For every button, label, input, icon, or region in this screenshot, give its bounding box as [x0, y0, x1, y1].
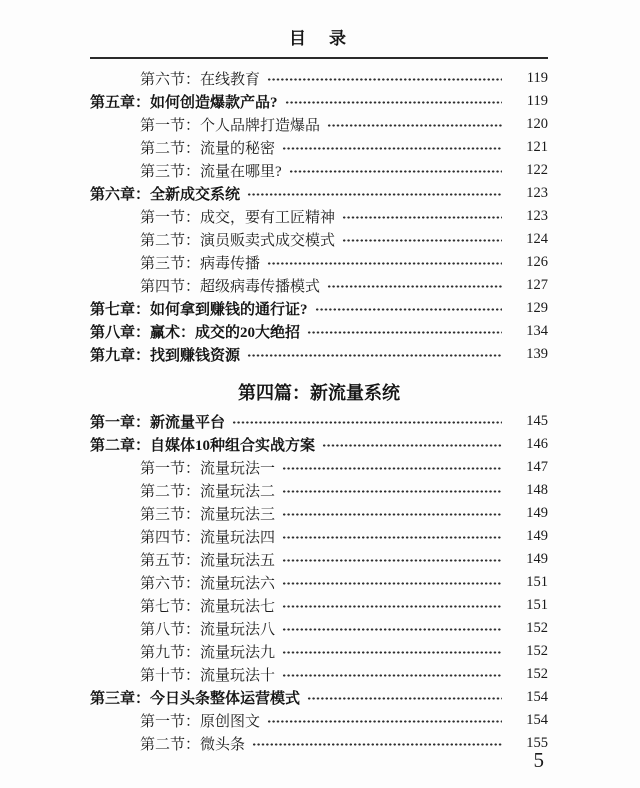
toc-entry — [90, 113, 548, 136]
dot-leader — [327, 124, 502, 127]
toc-entry-title: 第五节：流量玩法五 — [140, 553, 276, 569]
toc-entry-title: 第七章：如何拿到赚钱的通行证? — [90, 302, 308, 318]
toc-entry-title: 第一节：原创图文 — [140, 714, 261, 730]
dot-leader — [307, 697, 502, 700]
dot-leader — [307, 331, 502, 334]
dot-leader — [322, 444, 502, 447]
toc-entry — [90, 159, 548, 182]
toc-entry-page: 122 — [526, 162, 548, 178]
toc-entry — [90, 548, 548, 571]
dot-leader — [247, 354, 502, 357]
toc-entry-title: 第三节：流量玩法三 — [140, 507, 276, 523]
toc-entry-title: 第一节：个人品牌打造爆品 — [140, 118, 321, 134]
toc-entry-title: 第九节：流量玩法九 — [140, 645, 276, 661]
toc-entry-title: 第四节：流量玩法四 — [140, 530, 276, 546]
dot-leader — [282, 651, 502, 654]
toc-entry-title: 第一节：成交，要有工匠精神 — [140, 210, 336, 226]
dot-leader — [327, 285, 502, 288]
toc-entry-page: 146 — [526, 436, 548, 452]
toc-entry — [90, 182, 548, 205]
toc-entry — [90, 732, 548, 755]
dot-leader — [315, 308, 502, 311]
dot-leader — [267, 262, 502, 265]
toc-entry — [90, 502, 548, 525]
dot-leader — [252, 743, 502, 746]
dot-leader — [342, 216, 502, 219]
toc-entry-page: 152 — [526, 643, 548, 659]
toc-entry-page: 129 — [526, 300, 548, 316]
toc-entry-title: 第二节：流量的秘密 — [140, 141, 276, 157]
toc-entry-page: 148 — [526, 482, 548, 498]
toc-entry-page: 155 — [526, 735, 548, 751]
dot-leader — [282, 605, 502, 608]
toc-entry-page: 120 — [526, 116, 548, 132]
toc-entry — [90, 136, 548, 159]
toc-entry-page: 154 — [526, 712, 548, 728]
toc-entry-title: 第三章：今日头条整体运营模式 — [90, 691, 301, 707]
toc-entry-page: 152 — [526, 620, 548, 636]
toc-entry-page: 149 — [526, 505, 548, 521]
dot-leader — [342, 239, 502, 242]
toc-entry-title: 第二节：流量玩法二 — [140, 484, 276, 500]
toc-entry-title: 第十节：流量玩法十 — [140, 668, 276, 684]
part-heading: 第四篇：新流量系统 — [238, 383, 400, 403]
toc-entry-title: 第二节：微头条 — [140, 737, 246, 753]
toc-entry — [90, 663, 548, 686]
toc-entry-page: 123 — [526, 185, 548, 201]
toc-entry-page: 123 — [526, 208, 548, 224]
toc-entry — [90, 410, 548, 433]
toc-entry-title: 第二节：演员贩卖式成交模式 — [140, 233, 336, 249]
toc-entry-title: 第三节：病毒传播 — [140, 256, 261, 272]
toc-entry-page: 119 — [526, 70, 548, 86]
toc-entry-title: 第五章：如何创造爆款产品? — [90, 95, 278, 111]
toc-entry — [90, 525, 548, 548]
toc-list — [90, 67, 548, 755]
toc-entry-page: 147 — [526, 459, 548, 475]
dot-leader — [232, 421, 502, 424]
page-title: 目 录 — [90, 24, 548, 59]
toc-entry — [90, 205, 548, 228]
dot-leader — [282, 467, 502, 470]
dot-leader — [282, 674, 502, 677]
dot-leader — [247, 193, 502, 196]
toc-entry — [90, 617, 548, 640]
toc-entry-page: 124 — [526, 231, 548, 247]
toc-entry — [90, 251, 548, 274]
toc-entry-title: 第四节：超级病毒传播模式 — [140, 279, 321, 295]
toc-entry — [90, 297, 548, 320]
dot-leader — [282, 559, 502, 562]
toc-entry-page: 145 — [526, 413, 548, 429]
toc-entry — [90, 320, 548, 343]
toc-entry-title: 第八章：赢术：成交的20大绝招 — [90, 325, 301, 341]
toc-entry — [90, 640, 548, 663]
toc-entry — [90, 67, 548, 90]
toc-entry — [90, 274, 548, 297]
toc-entry-title: 第六章：全新成交系统 — [90, 187, 241, 203]
toc-entry-title: 第一节：流量玩法一 — [140, 461, 276, 477]
toc-entry-page: 154 — [526, 689, 548, 705]
dot-leader — [282, 536, 502, 539]
toc-content — [90, 24, 548, 755]
toc-entry-page: 139 — [526, 346, 548, 362]
dot-leader — [282, 147, 502, 150]
toc-entry — [90, 228, 548, 251]
toc-entry — [90, 479, 548, 502]
dot-leader — [267, 78, 502, 81]
toc-entry — [90, 594, 548, 617]
toc-entry-page: 149 — [526, 551, 548, 567]
toc-entry — [90, 343, 548, 366]
dot-leader — [285, 101, 502, 104]
toc-entry-title: 第八节：流量玩法八 — [140, 622, 276, 638]
toc-entry-title: 第三节：流量在哪里? — [140, 164, 282, 180]
toc-entry-page: 151 — [526, 574, 548, 590]
toc-entry-page: 119 — [526, 93, 548, 109]
toc-entry — [90, 456, 548, 479]
dot-leader — [282, 628, 502, 631]
toc-entry — [90, 686, 548, 709]
dot-leader — [282, 582, 502, 585]
dot-leader — [282, 490, 502, 493]
toc-entry — [90, 709, 548, 732]
toc-entry-title: 第七节：流量玩法七 — [140, 599, 276, 615]
toc-entry-title: 第二章：自媒体10种组合实战方案 — [90, 438, 316, 454]
toc-entry-page: 121 — [526, 139, 548, 155]
toc-entry — [90, 90, 548, 113]
toc-entry-title: 第一章：新流量平台 — [90, 415, 226, 431]
toc-entry-page: 127 — [526, 277, 548, 293]
toc-entry — [90, 571, 548, 594]
dot-leader — [267, 720, 502, 723]
toc-entry — [90, 433, 548, 456]
dot-leader — [282, 513, 502, 516]
toc-entry-title: 第九章：找到赚钱资源 — [90, 348, 241, 364]
toc-entry-title: 第六节：流量玩法六 — [140, 576, 276, 592]
toc-entry-title: 第六节：在线教育 — [140, 72, 261, 88]
toc-entry-page: 151 — [526, 597, 548, 613]
dot-leader — [289, 170, 502, 173]
toc-entry-page: 134 — [526, 323, 548, 339]
toc-entry-page: 126 — [526, 254, 548, 270]
toc-entry-page: 152 — [526, 666, 548, 682]
page-number: 5 — [533, 748, 544, 772]
toc-entry-page: 149 — [526, 528, 548, 544]
